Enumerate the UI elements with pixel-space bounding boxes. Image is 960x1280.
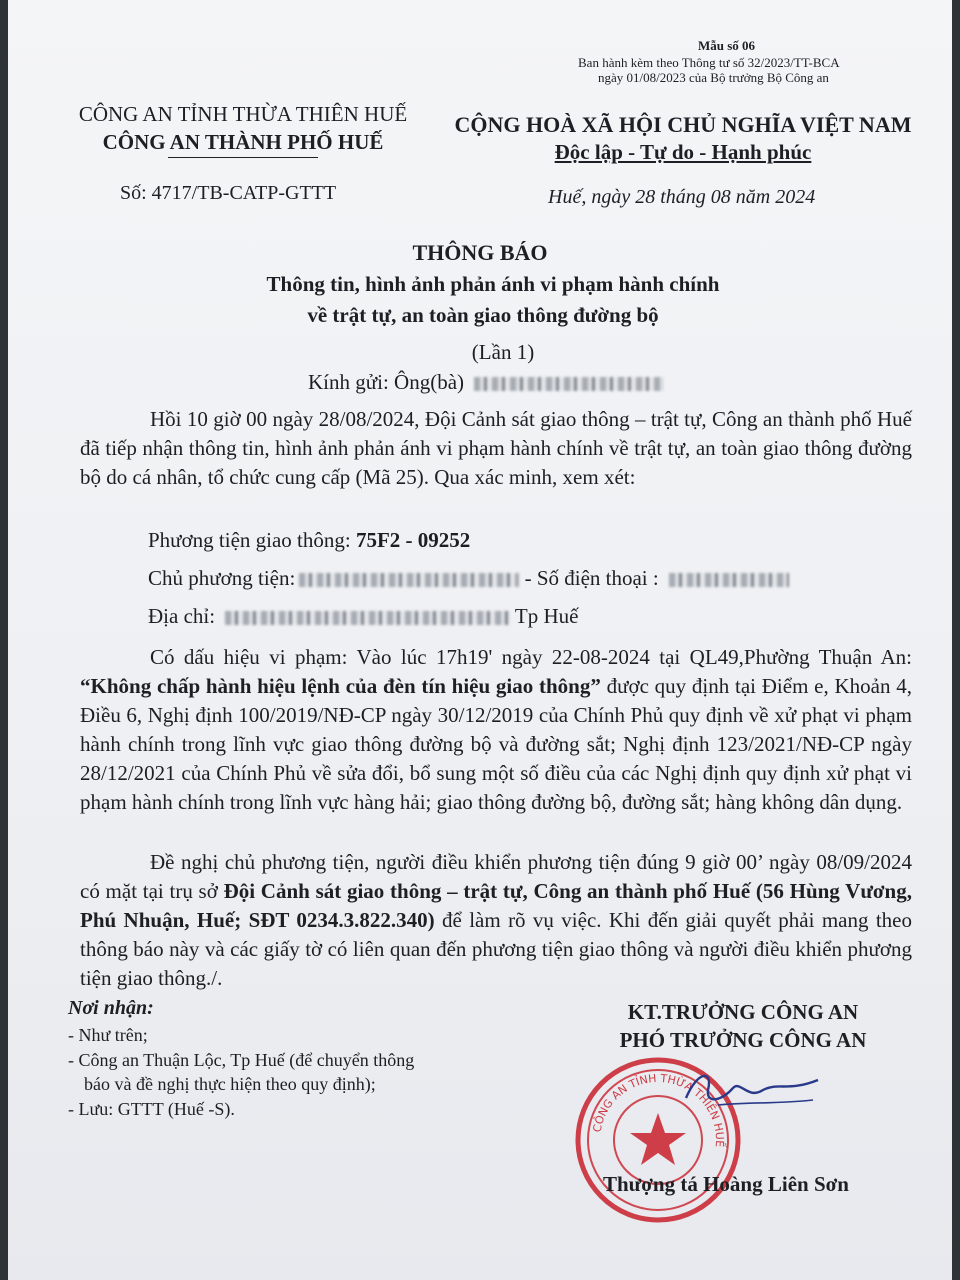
agency-parent: CÔNG AN TỈNH THỪA THIÊN HUẾ	[78, 102, 408, 126]
violation-description: “Không chấp hành hiệu lệnh của đèn tín hiệu giao thông”	[80, 674, 601, 698]
signature-authority: KT.TRƯỞNG CÔNG AN	[627, 1000, 859, 1024]
document-subtitle-line1: Thông tin, hình ảnh phản ánh vi phạm hành chính	[266, 272, 720, 296]
redacted-addressee-name	[474, 377, 664, 391]
address-city: Tp Huế	[510, 604, 579, 628]
star-icon	[630, 1113, 686, 1165]
recipient-line: - Như trên;	[68, 1025, 148, 1045]
document-subtitle-line2: về trật tự, an toàn giao thông đường bộ	[307, 303, 659, 327]
national-motto: Độc lập - Tự do - Hạnh phúc	[554, 140, 812, 164]
vehicle-label: Phương tiện giao thông:	[148, 528, 356, 552]
paragraph-request: Đề nghị chủ phương tiện, người điều khiển phương tiện đúng 9 giờ 00’ ngày 08/09/2024 có mặt tại trụ sở Đội Cảnh sát giao thông – trật tự, Công an thành phố Huế (56 Hùng Vương, Phú Nhuận, Huế; SĐT 0234.3.822.340) để làm rõ vụ việc. Khi đến giải quyết phải mang theo thông báo này và các giấy tờ có liên quan đến phương tiện giao thông và người điều khiển phương tiện giao thông./.	[80, 850, 913, 990]
redacted-address	[225, 611, 510, 625]
address-label: Địa chỉ:	[148, 604, 216, 628]
redacted-phone	[669, 573, 789, 587]
place-date: Huế, ngày 28 tháng 08 năm 2024	[548, 186, 816, 208]
document-title: THÔNG BÁO	[412, 240, 548, 265]
owner-label: Chủ phương tiện:	[148, 566, 296, 590]
form-number: Mẫu số 06	[698, 38, 756, 53]
document-number: Số: 4717/TB-CATP-GTTT	[120, 182, 337, 204]
notice-count: (Lần 1)	[471, 340, 535, 364]
redacted-owner-name	[299, 573, 519, 587]
handwritten-signature	[678, 1060, 828, 1120]
signature-title: PHÓ TRƯỞNG CÔNG AN	[619, 1028, 867, 1052]
document-page	[8, 0, 952, 1280]
photo-background-left	[0, 0, 8, 1280]
form-issued-line1: Ban hành kèm theo Thông tư số 32/2023/TT-BCA	[578, 55, 840, 70]
form-issued-line2: ngày 01/08/2023 của Bộ trưởng Bộ Công an	[598, 70, 829, 85]
vehicle-line	[148, 528, 470, 553]
paragraph-violation: Có dấu hiệu vi phạm: Vào lúc 17h19' ngày 22-08-2024 tại QL49,Phường Thuận An: “Không chấp hành hiệu lệnh của đèn tín hiệu giao thông” được quy định tại Điểm e, Khoản 4, Điều 6, Nghị định 100/2019/NĐ-CP ngày 30/12/2019 của Chính Phủ quy định về xử phạt vi phạm hành chính trong lĩnh vực giao thông đường bộ và đường sắt; Nghị định 123/2021/NĐ-CP ngày 28/12/2021 của Chính Phủ về sửa đổi, bổ sung một số điều của các Nghị định quy định xử phạt vi phạm hành chính trong lĩnh vực hàng hải; giao thông đường bộ, đường sắt; hàng không dân dụng.	[80, 645, 912, 814]
recipients-title: Nơi nhận:	[68, 997, 154, 1019]
addressee	[308, 370, 664, 395]
photo-background-right	[952, 0, 960, 1280]
paragraph-intro: Hồi 10 giờ 00 ngày 28/08/2024, Đội Cảnh sát giao thông – trật tự, Công an thành phố Huế đã tiếp nhận thông tin, hình ảnh phản ánh vi phạm hành chính về trật tự, an toàn giao thông đường bộ do cá nhân, tổ chức cung cấp (Mã 25). Qua xác minh, xem xét:	[80, 407, 912, 489]
agency-underline	[168, 157, 318, 158]
addressee-label: Kính gửi: Ông(bà)	[308, 370, 465, 394]
svg-text:CÔNG AN TỈNH THỪA THIÊN HUẾ: CÔNG AN TỈNH THỪA THIÊN HUẾ	[590, 1071, 727, 1148]
phone-label: - Số điện thoại :	[519, 566, 659, 590]
owner-line	[148, 566, 789, 591]
country-name: CỘNG HOÀ XÃ HỘI CHỦ NGHĨA VIỆT NAM	[454, 112, 912, 137]
signer-name: Thượng tá Hoàng Liên Sơn	[603, 1172, 849, 1196]
recipient-line: - Lưu: GTTT (Huế -S).	[68, 1099, 235, 1119]
address-line	[148, 604, 579, 629]
vehicle-plate: 75F2 - 09252	[355, 528, 471, 552]
recipient-line: báo và đề nghị thực hiện theo quy định);	[84, 1074, 376, 1094]
recipient-line: - Công an Thuận Lộc, Tp Huế (để chuyển thông	[68, 1050, 415, 1070]
office-address: Đội Cảnh sát giao thông – trật tự, Công an thành phố Huế (56 Hùng Vương, Phú Nhuận, Huế; SĐT 0234.3.822.340)	[80, 879, 912, 932]
agency-name: CÔNG AN THÀNH PHỐ HUẾ	[102, 130, 384, 154]
